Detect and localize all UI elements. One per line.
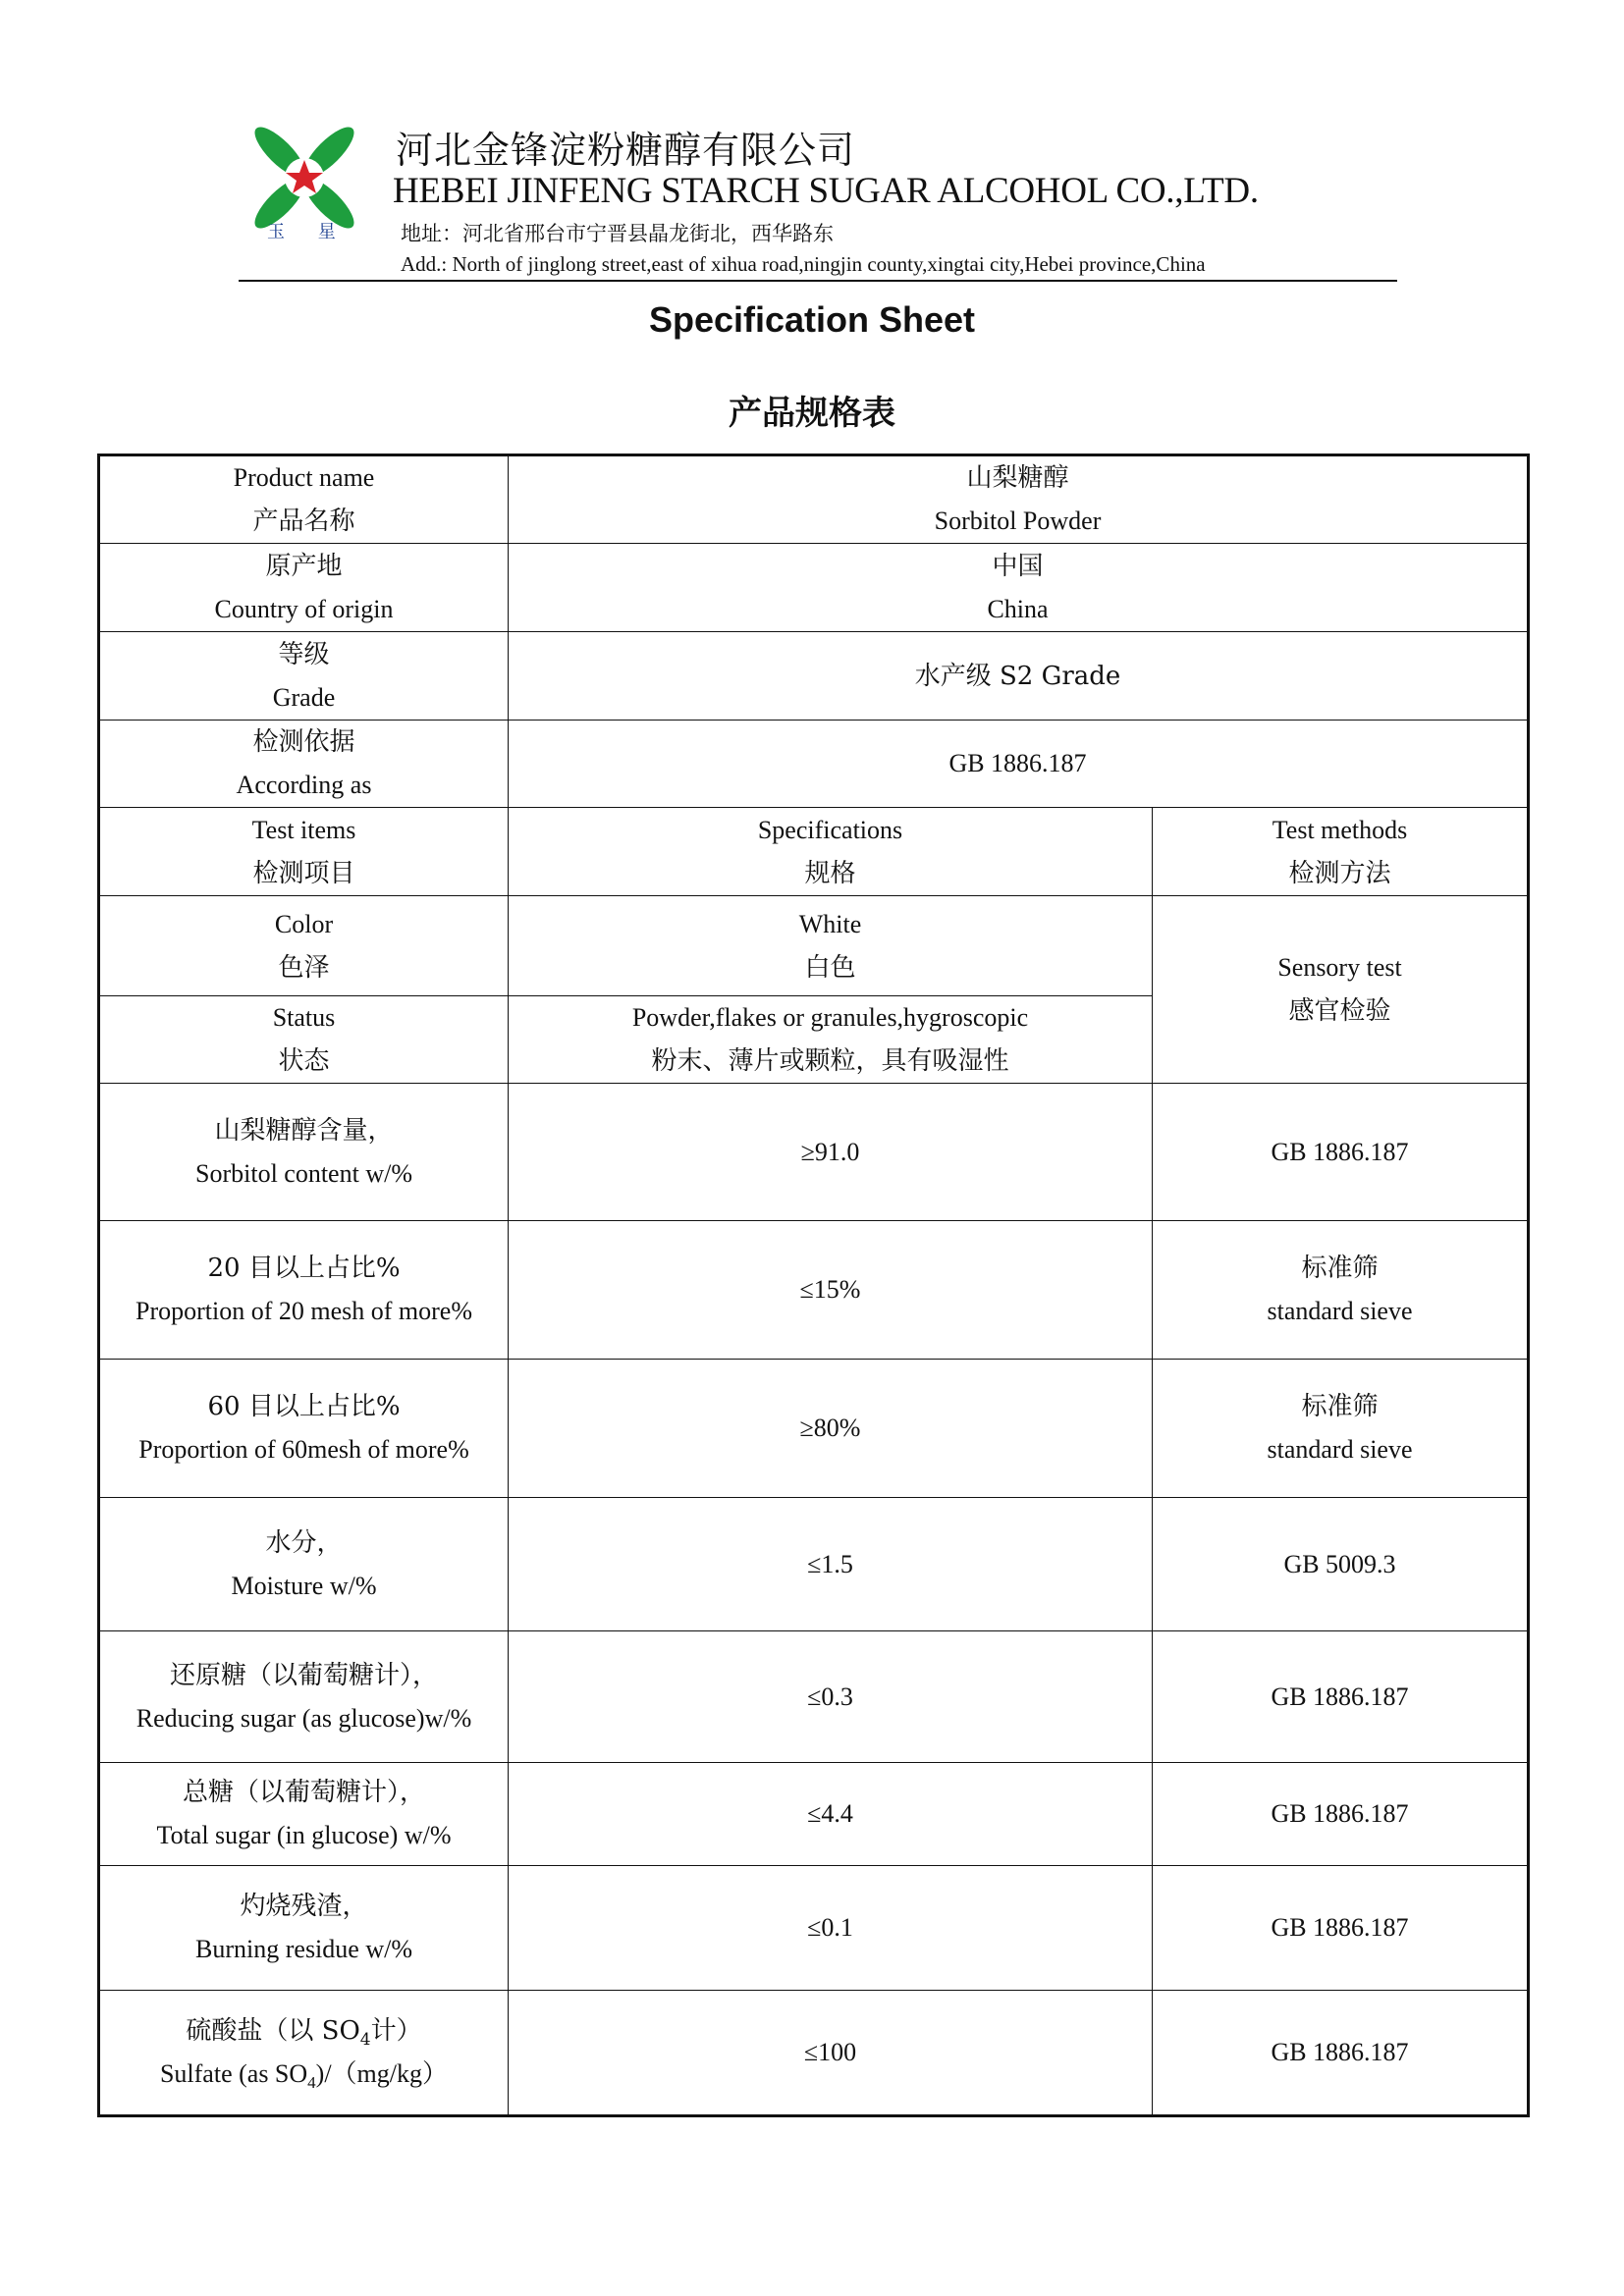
test-item-moisture: 水分， Moisture w/% — [99, 1498, 509, 1631]
spec-value: ≤15% — [509, 1221, 1153, 1360]
spec-value: ≤1.5 — [509, 1498, 1153, 1631]
test-item-color: Color 色泽 — [99, 896, 509, 996]
spec-status: Powder,flakes or granules,hygroscopic 粉末、薄片或颗粒，具有吸湿性 — [509, 996, 1153, 1084]
test-item-sulfate: 硫酸盐（以 $SO_4$计） Sulfate (as $SO_4)/(mg/kg)$ — [99, 1991, 509, 2116]
spec-value: ≤0.3 — [509, 1631, 1153, 1763]
basis-label: 检测依据 According as — [99, 721, 509, 808]
test-item-20-mesh: 20 目以上占比% Proportion of 20 mesh of more% — [99, 1221, 509, 1360]
basis-value: GB 1886.187 — [509, 721, 1529, 808]
spec-value: ≤0.1 — [509, 1866, 1153, 1991]
logo-text: 玉 星 — [267, 222, 350, 242]
test-item-burning-residue: 灼烧残渣， Burning residue w/% — [99, 1866, 509, 1991]
table-row — [99, 896, 1529, 996]
company-name-en: HEBEI JINFENG STARCH SUGAR ALCOHOL CO.,LTD. — [393, 171, 1259, 211]
test-method: GB 1886.187 — [1153, 1631, 1529, 1763]
test-item-reducing-sugar: 还原糖（以葡萄糖计）， Reducing sugar (as glucose)w/% — [99, 1631, 509, 1763]
spec-value: ≥91.0 — [509, 1084, 1153, 1221]
table-row — [99, 1991, 1529, 2116]
product-name-value: 山梨糖醇 Sorbitol Powder — [509, 455, 1529, 544]
origin-value: 中国 China — [509, 544, 1529, 632]
grade-label: 等级 Grade — [99, 632, 509, 721]
test-method: 标准筛 standard sieve — [1153, 1221, 1529, 1360]
product-name-label: Product name 产品名称 — [99, 455, 509, 544]
spec-value: ≤4.4 — [509, 1763, 1153, 1866]
method-sensory-test: Sensory test 感官检验 — [1153, 896, 1529, 1084]
header-divider — [239, 280, 1397, 282]
test-item-sorbitol-content: 山梨糖醇含量， Sorbitol content w/% — [99, 1084, 509, 1221]
spec-value: ≤100 — [509, 1991, 1153, 2116]
spec-value: ≥80% — [509, 1360, 1153, 1498]
table-row-basis — [99, 721, 1529, 808]
table-row — [99, 1763, 1529, 1866]
table-row — [99, 1221, 1529, 1360]
address-en: Add.: North of jinglong street,east of xihua road,ningjin county,xingtai city,Hebei province,China — [401, 252, 1206, 276]
table-row — [99, 1631, 1529, 1763]
page-title-cn: 产品规格表 — [729, 394, 895, 433]
test-item-total-sugar: 总糖（以葡萄糖计）， Total sugar (in glucose) w/% — [99, 1763, 509, 1866]
table-row — [99, 1360, 1529, 1498]
table-row — [99, 1866, 1529, 1991]
test-method: GB 5009.3 — [1153, 1498, 1529, 1631]
test-method: GB 1886.187 — [1153, 1866, 1529, 1991]
test-method: GB 1886.187 — [1153, 1084, 1529, 1221]
table-row — [99, 1084, 1529, 1221]
test-item-status: Status 状态 — [99, 996, 509, 1084]
grade-value: 水产级 S2 Grade — [509, 632, 1529, 721]
column-header-specifications: Specifications 规格 — [509, 808, 1153, 896]
table-row-grade — [99, 632, 1529, 721]
page-title-en: Specification Sheet — [648, 299, 976, 340]
spec-table — [97, 454, 1530, 2117]
origin-label: 原产地 Country of origin — [99, 544, 509, 632]
test-method: 标准筛 standard sieve — [1153, 1360, 1529, 1498]
table-row-product — [99, 455, 1529, 544]
table-row — [99, 1498, 1529, 1631]
test-method: GB 1886.187 — [1153, 1763, 1529, 1866]
table-row-origin — [99, 544, 1529, 632]
test-item-60-mesh: 60 目以上占比% Proportion of 60mesh of more% — [99, 1360, 509, 1498]
company-name-cn: 河北金锋淀粉糖醇有限公司 — [396, 129, 856, 172]
test-method: GB 1886.187 — [1153, 1991, 1529, 2116]
column-header-test-methods: Test methods 检测方法 — [1153, 808, 1529, 896]
address-cn: 地址：河北省邢台市宁晋县晶龙街北，西华路东 — [401, 222, 834, 245]
letterhead — [0, 0, 1624, 294]
spec-color: White 白色 — [509, 896, 1153, 996]
column-header-test-items: Test items 检测项目 — [99, 808, 509, 896]
table-header-row — [99, 808, 1529, 896]
